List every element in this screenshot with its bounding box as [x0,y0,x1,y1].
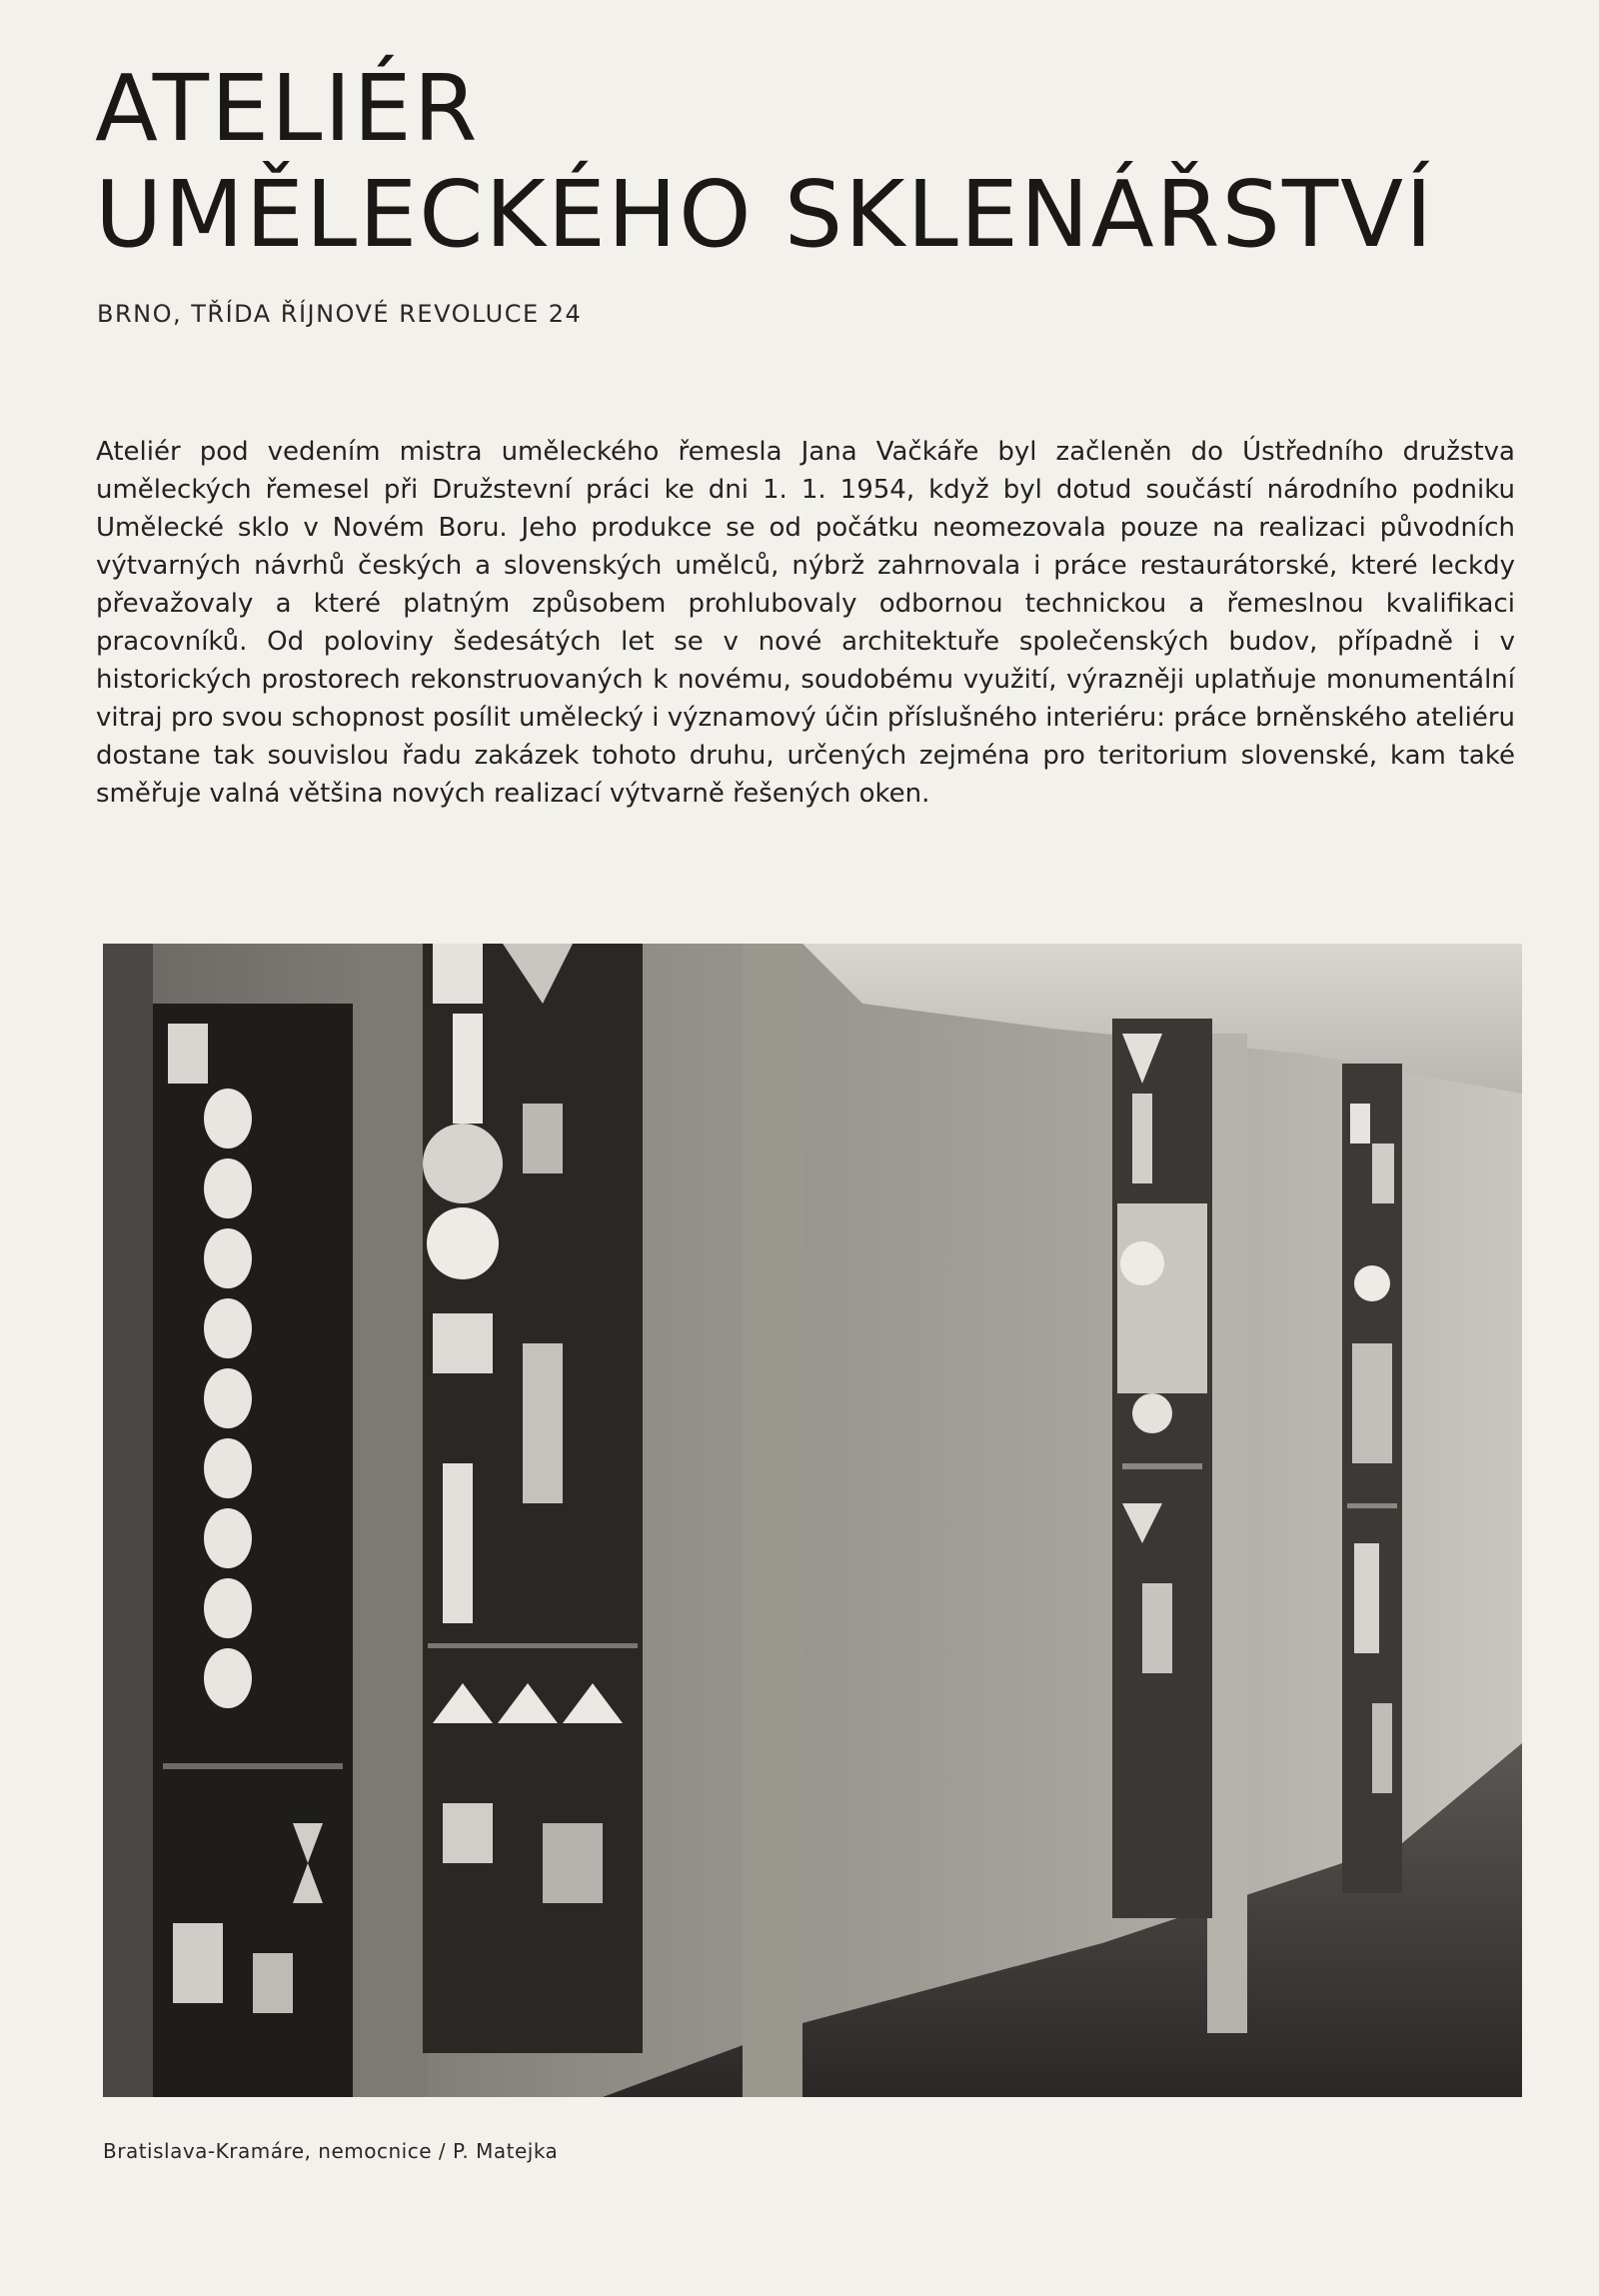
photo-illustration [103,944,1522,2097]
stained-glass-window-1 [153,1004,353,2097]
title-line-2: UMĚLECKÉHO SKLENÁŘSTVÍ [95,161,1435,268]
article-paragraph: Ateliér pod vedením mistra uměleckého řemesla Jana Vačkáře byl začleněn do Ústředního družstva uměleckých řemesel při Družstevní práci ke dni 1. 1. 1954, když byl dotud součástí národního podniku Umělecké sklo v Novém Boru. Jeho produkce se od počátku neomezovala pouze na realizaci původních výtvarných návrhů českých a slovenských umělců, nýbrž zahrnovala i práce restaurátorské, které leckdy převažovaly a které platným způsobem prohlubovaly odbornou technickou a řemeslnou kvalifikaci pracovníků. Od poloviny šedesátých let se v nové architektuře společenských budov, případně i v historických prostorech rekonstruovaných k novému, soudobému využití, výrazněji uplatňuje monumentální vitraj pro svou schopnost posílit umělecký i významový účin příslušného interiéru: práce brněnského ateliéru dostane tak souvislou řadu zakázek tohoto druhu, určených zejména pro teritorium slovenské, kam také směřuje valná většina nových realizací výtvarně řešených oken. [96,437,1515,809]
stained-glass-window-2 [423,944,643,2053]
page-title [95,56,1544,268]
stained-glass-window-4 [1342,1064,1402,1893]
stained-glass-window-3 [1112,1019,1212,1918]
stained-glass-photo [103,944,1522,2097]
photo-caption: Bratislava-Kramáre, nemocnice / P. Matejka [103,2139,559,2163]
address-subtitle: BRNO, TŘÍDA ŘÍJNOVÉ REVOLUCE 24 [97,300,583,328]
title-line-1: ATELIÉR [95,55,480,162]
